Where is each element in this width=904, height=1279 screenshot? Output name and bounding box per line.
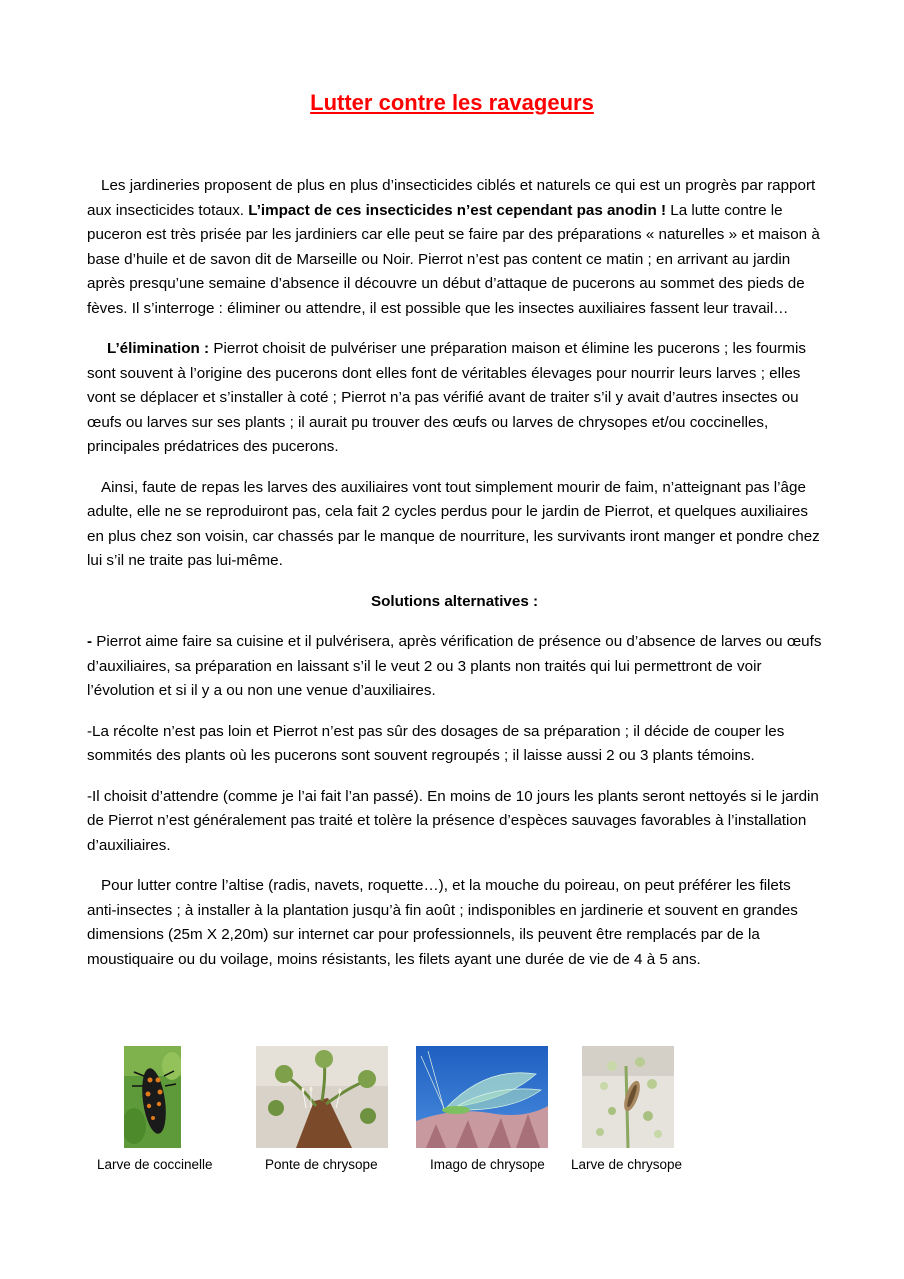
elimination-heading: L’élimination : [107,340,210,357]
solution-dash: - [87,633,93,650]
intro-paragraph [87,174,822,321]
figure-caption: Larve de coccinelle [97,1157,213,1172]
intro-text-1: Les jardineries proposent de plus en plus d’insecticides ciblés et naturels ce qui est un progrès par rapport aux insecticides totaux. [87,177,816,219]
intro-text-2: La lutte contre le puceron est très prisée par les jardiniers car elle peut se faire par des préparations « naturelles » et maison à base d’huile et de savon dit de Marseille ou Noir. Pierrot n’est pas content ce matin ; en arrivant au jardin après presqu’une semaine d’absence il découvre un début d’attaque de pucerons au sommet des pieds de fèves. Il s’interroge : éliminer ou attendre, il est possible que les insectes auxiliaires fassent leur travail… [87,201,820,317]
solution-item: -La récolte n’est pas loin et Pierrot n’est pas sûr des dosages de sa préparation ; il décide de couper les sommités des plants où les pucerons sont souvent regroupés ; il laisse aussi 2 ou 3 plants témoins. [87,722,785,764]
solution-item [87,630,822,704]
solutions-heading [87,590,822,615]
elimination-text: Pierrot choisit de pulvériser une préparation maison et élimine les pucerons ; les fourmis sont souvent à l’origine des pucerons dont elles font de véritables élevages pour nourrir leurs larves ; elles vont se déplacer et s’installer à coté ; Pierrot n’a pas vérifié avant de traiter s’il y avait d’autres insectes ou œufs ou larves sur ses plants ; il aurait pu trouver des œufs ou larves de chrysopes et/ou coccinelles, principales prédatrices des pucerons. [87,340,806,455]
solutions-heading-text: Solutions alternatives : [370,592,539,610]
body-text [87,174,822,988]
filets-paragraph: Pour lutter contre l’altise (radis, navets, roquette…), et la mouche du poireau, on peut préférer les filets anti-insectes ; à installer à la plantation jusqu’à fin août ; indisponibles en jardinerie et souvent en grandes dimensions (25m X 2,20m) sur internet car pour professionnels, ils peuvent être remplacés par de la moustiquaire ou du voilage, moins résistants, les filets ayant une durée de vie de 4 à 5 ans. [87,877,798,968]
lacewing-eggs-photo [256,1046,388,1148]
page-title: Lutter contre les ravageurs [310,90,594,115]
ladybug-larva-photo [124,1046,181,1148]
lacewing-larva-photo [582,1046,674,1148]
intro-bold-text: L’impact de ces insecticides n’est cependant pas anodin ! [248,201,667,219]
elimination-paragraph [87,337,822,460]
figure-caption: Ponte de chrysope [265,1157,378,1172]
figure-caption: Larve de chrysope [571,1157,683,1172]
ainsi-paragraph: Ainsi, faute de repas les larves des auxiliaires vont tout simplement mourir de faim, n’atteignant pas l’âge adulte, elle ne se reproduiront pas, cela fait 2 cycles perdus pour le jardin de Pierrot, et quelques auxiliaires en plus chez son voisin, car chassés par le manque de nourriture, les survivants iront manger et pondre chez lui s’il ne traite pas lui-même. [87,478,820,569]
solution-item: -Il choisit d’attendre (comme je l’ai fait l’an passé). En moins de 10 jours les plants seront nettoyés si le jardin de Pierrot n’est généralement pas traité et tolère la présence d’espèces sauvages favorables à l’installation d’auxiliaires. [87,787,819,854]
solution-text-1: Pierrot aime faire sa cuisine et il pulvérisera, après vérification de présence ou d’absence de larves ou œufs d’auxiliaires, sa préparation en laissant s’il le veut 2 ou 3 plants non traités qui lui permettront de voir l’évolution et si il y a ou non une venue d’auxiliaires. [87,633,822,699]
lacewing-adult-photo [416,1046,548,1148]
figure-caption: Imago de chrysope [430,1157,545,1172]
